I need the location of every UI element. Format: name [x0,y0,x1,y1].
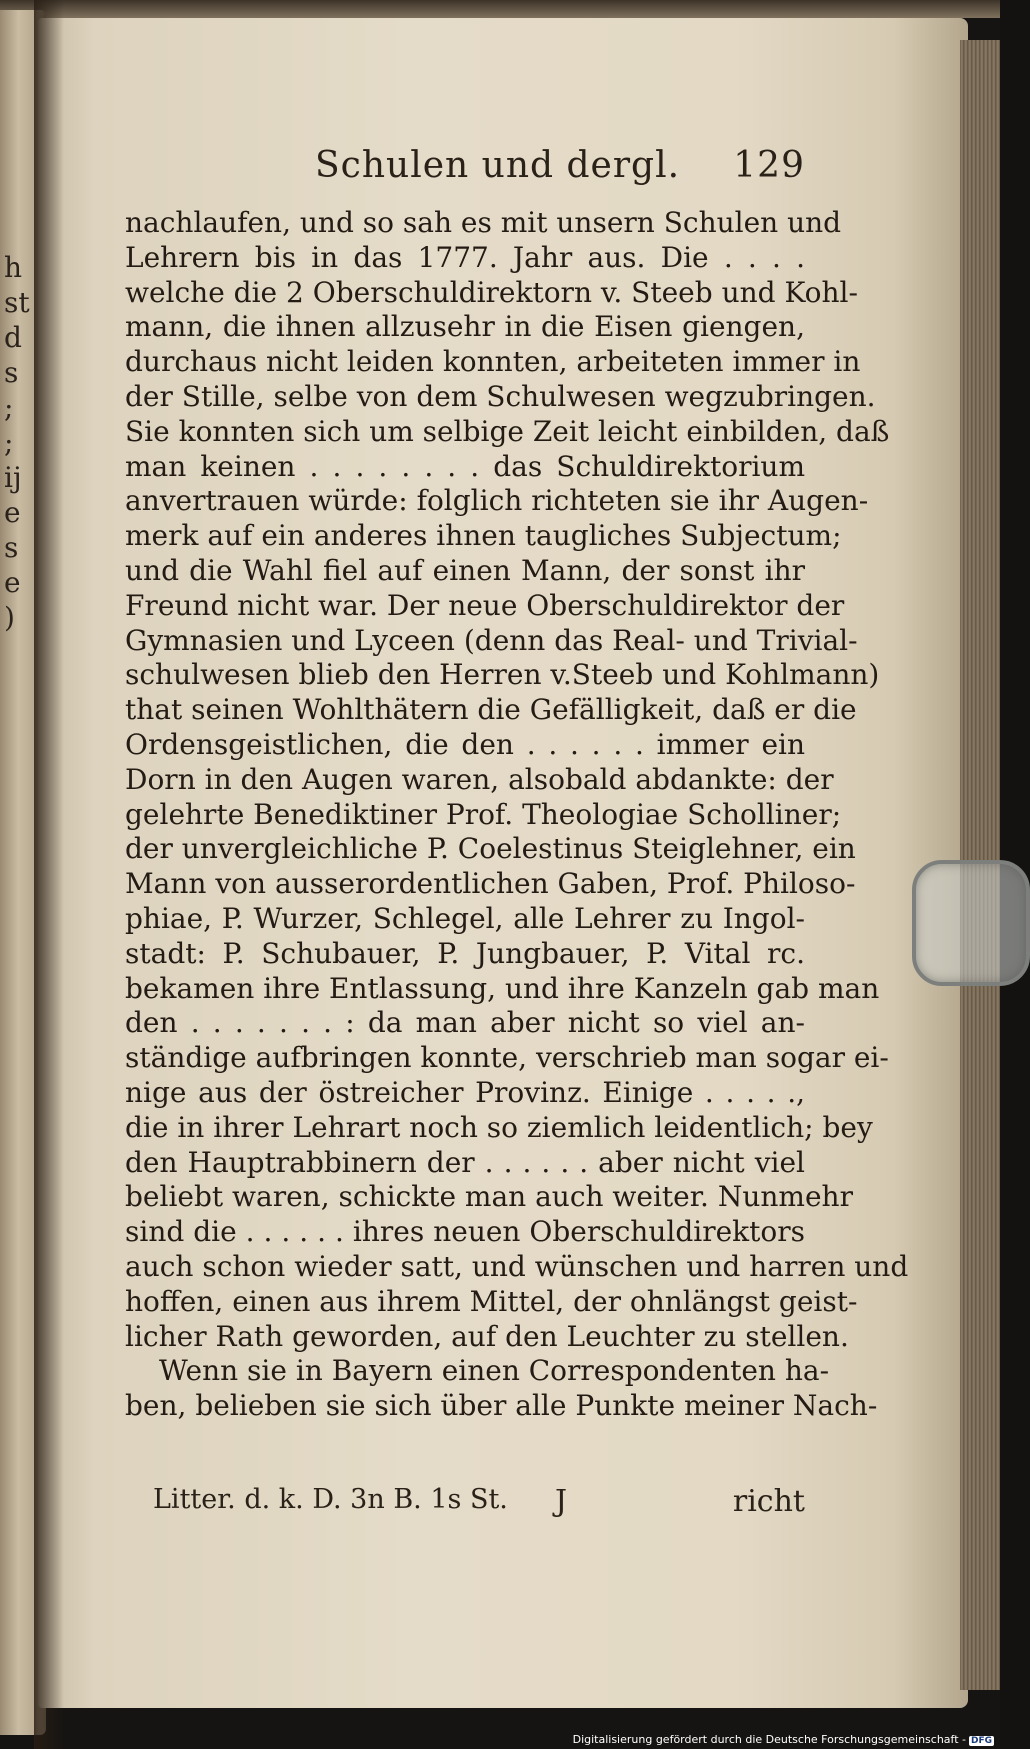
text-line: merk auf ein anderes ihnen taugliches Subjectum; [125,519,842,553]
text-line: that seinen Wohlthätern die Gefälligkeit, daß er die [125,693,857,727]
text-line: Sie konnten sich um selbige Zeit leicht einbilden, daß [125,414,890,448]
page-header [125,145,805,195]
text-line: mann, die ihnen allzusehr in die Eisen giengen, [125,310,805,344]
text-line: licher Rath geworden, auf den Leuchter zu stellen. [125,1319,849,1353]
text-line: Mann von ausserordentlichen Gaben, Prof. Philoso- [125,867,856,901]
text-line: bekamen ihre Entlassung, und ihre Kanzeln gab man [125,971,880,1005]
text-line: auch schon wieder satt, und wünschen und harren und [125,1249,909,1283]
text-line: der unvergleichliche P. Coelestinus Steiglehner, ein [125,832,856,866]
text-line: anvertrauen würde: folglich richteten sie ihr Augen- [125,484,869,518]
text-line: der Stille, selbe von dem Schulwesen wegzubringen. [125,379,876,413]
text-line: hoffen, einen aus ihrem Mittel, der ohnlängst geist- [125,1284,858,1318]
text-line: die in ihrer Lehrart noch so ziemlich leidentlich; bey [125,1110,873,1144]
dfg-logo: DFG [970,1736,992,1746]
text-line: sind die . . . . . . ihres neuen Oberschuldirektors [125,1215,805,1249]
text-line: beliebt waren, schickte man auch weiter. Nunmehr [125,1180,853,1214]
facing-page-fragment: d [4,321,22,354]
text-line: Lehrern bis in das 1777. Jahr aus. Die . . . . [125,240,805,274]
facing-page-fragment: e [4,496,21,529]
binding-shadow [34,0,64,1749]
text-line: den . . . . . . . : da man aber nicht so viel an- [125,1006,805,1040]
book-top-edge [0,0,1000,18]
text-line: nige aus der östreicher Provinz. Einige . . . . ., [125,1075,805,1109]
gathering-letter: J [555,1484,568,1519]
text-line: Wenn sie in Bayern einen Correspondenten ha- [159,1354,830,1388]
text-line: Gymnasien und Lyceen (denn das Real- und Trivial- [125,623,858,657]
facing-page-fragment: st [4,286,30,319]
text-line: Dorn in den Augen waren, alsobald abdankte: der [125,762,834,796]
text-line: stadt: P. Schubauer, P. Jungbauer, P. Vital rc. [125,936,805,970]
text-line: phiae, P. Wurzer, Schlegel, alle Lehrer zu Ingol- [125,901,805,935]
text-line: ständige aufbringen konnte, verschrieb man sogar ei- [125,1041,889,1075]
text-line: nachlaufen, und so sah es mit unsern Schulen und [125,206,842,239]
text-line: man keinen . . . . . . . . das Schuldirektorium [125,449,805,483]
page-clip [912,860,1030,986]
facing-page-fragment: e [4,566,21,599]
facing-page-text-fragments [4,250,34,635]
signature-mark: Litter. d. k. D. 3n B. 1s St. [153,1484,508,1515]
text-line: und die Wahl fiel auf einen Mann, der sonst ihr [125,553,805,587]
facing-page-fragment: ij [4,461,22,494]
text-line: welche die 2 Oberschuldirektorn v. Steeb und Kohl- [125,275,858,309]
credit-text: Digitalisierung gefördert durch die Deutsche Forschungsgemeinschaft - [572,1733,966,1746]
digitization-credit [573,1733,994,1749]
facing-page-fragment: ; [4,426,14,459]
facing-page-fragment: h [4,251,23,284]
text-line: den Hauptrabbinern der . . . . . . aber nicht viel [125,1145,805,1179]
signature-line [125,1484,805,1524]
text-line: Freund nicht war. Der neue Oberschuldirektor der [125,588,845,622]
body-text [125,206,909,1424]
running-head: Schulen und dergl. [315,145,681,186]
text-line: gelehrte Benediktiner Prof. Theologiae Scholliner; [125,797,842,831]
facing-page-fragment: ) [4,601,15,634]
text-line: Ordensgeistlichen, die den . . . . . . immer ein [125,727,805,761]
text-line: durchaus nicht leiden konnten, arbeiteten immer in [125,345,861,379]
facing-page-fragment: s [4,531,19,564]
facing-page-fragment: ; [4,391,14,424]
page-number: 129 [733,145,805,186]
catchword: richt [732,1484,805,1519]
text-line: ben, belieben sie sich über alle Punkte meiner Nach- [125,1389,878,1423]
text-line: schulwesen blieb den Herren v.Steeb und Kohlmann) [125,658,880,692]
facing-page-fragment: s [4,356,19,389]
